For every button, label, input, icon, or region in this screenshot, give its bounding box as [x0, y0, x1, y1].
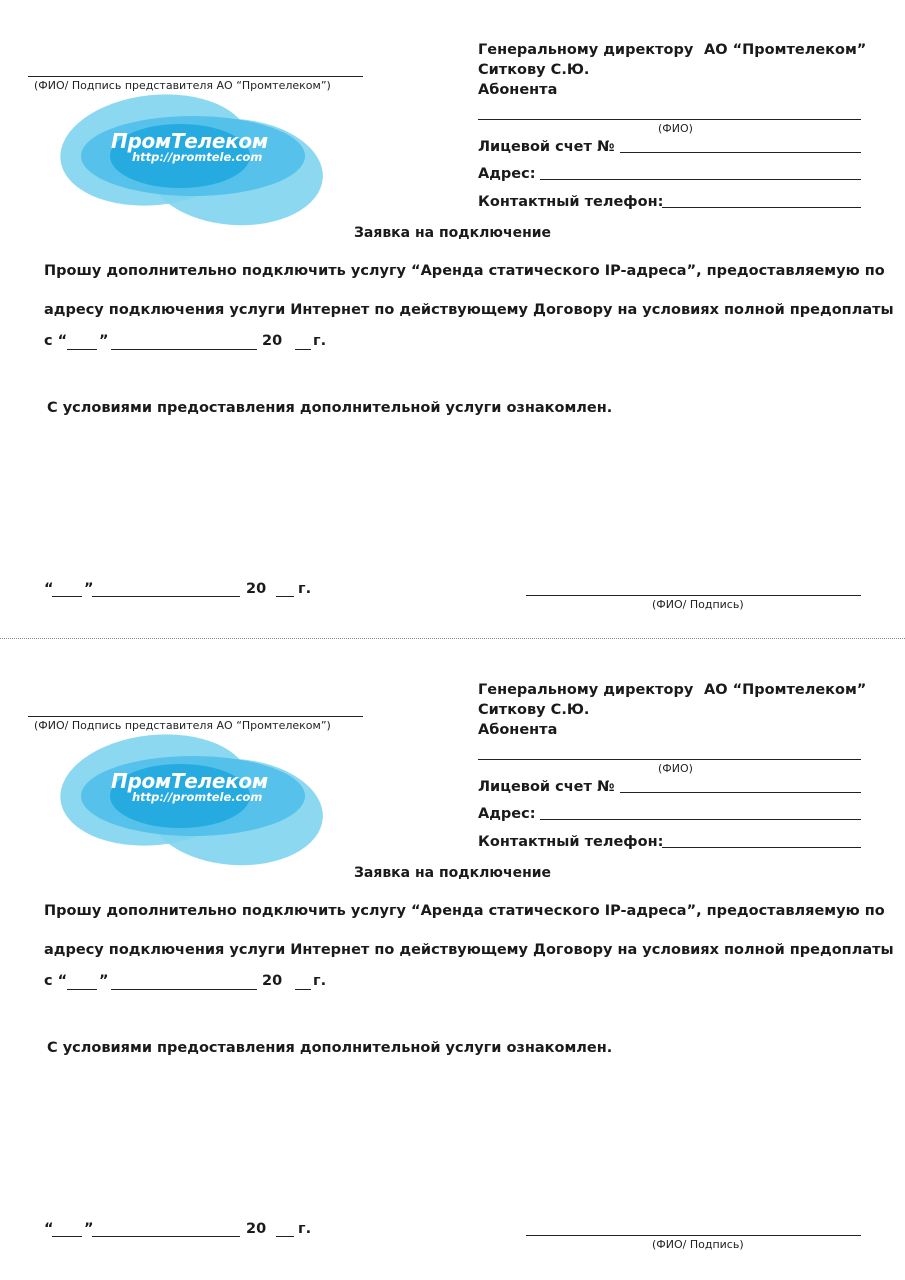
phone-label: Контактный телефон: — [478, 834, 664, 850]
request-year: 20 — [262, 333, 283, 349]
logo-url-text: http://promtele.com — [132, 150, 263, 164]
logo-brand-text: ПромТелеком — [111, 129, 268, 153]
footer-year: 20 — [246, 581, 267, 597]
representative-caption: (ФИО/ Подпись представителя АО “Промтелеком”) — [34, 79, 331, 92]
subscriber-signature-line[interactable] — [526, 1235, 861, 1236]
representative-caption: (ФИО/ Подпись представителя АО “Промтелеком”) — [34, 719, 331, 732]
phone-input-line[interactable] — [662, 847, 861, 848]
footer-year-line[interactable] — [276, 596, 294, 597]
request-day-line[interactable] — [67, 989, 97, 990]
request-year-line[interactable] — [295, 989, 311, 990]
representative-signature-line — [28, 716, 363, 717]
address-input-line[interactable] — [540, 819, 861, 820]
form-title: Заявка на подключение — [353, 225, 552, 241]
footer-day-line[interactable] — [52, 596, 82, 597]
logo-brand-text: ПромТелеком — [111, 769, 268, 793]
acknowledge-text: С условиями предоставления дополнительной услуги ознакомлен. — [47, 400, 613, 416]
account-input-line[interactable] — [620, 792, 861, 793]
addressee-line2: Ситкову С.Ю. — [478, 62, 590, 78]
request-month-line[interactable] — [111, 989, 257, 990]
footer-month-line[interactable] — [92, 596, 240, 597]
footer-day-line[interactable] — [52, 1236, 82, 1237]
request-year-line[interactable] — [295, 349, 311, 350]
addressee-line3: Абонента — [478, 722, 558, 738]
phone-input-line[interactable] — [662, 207, 861, 208]
subscriber-signature-line[interactable] — [526, 595, 861, 596]
request-year-suffix: г. — [313, 973, 327, 989]
request-quote-close: ” — [99, 333, 109, 349]
addressee-line3: Абонента — [478, 82, 558, 98]
request-line1: Прошу дополнительно подключить услугу “Аренда статического IP-адреса”, предоставляемую по — [44, 903, 885, 919]
request-line1: Прошу дополнительно подключить услугу “Аренда статического IP-адреса”, предоставляемую по — [44, 263, 885, 279]
account-label: Лицевой счет № — [478, 779, 615, 795]
request-month-line[interactable] — [111, 349, 257, 350]
footer-quote-close: ” — [84, 581, 94, 597]
footer-quote-open: “ — [44, 581, 54, 597]
signature-caption: (ФИО/ Подпись) — [652, 1238, 744, 1251]
addressee-line2: Ситкову С.Ю. — [478, 702, 590, 718]
request-from-prefix: с “ — [44, 333, 68, 349]
form-title: Заявка на подключение — [353, 865, 552, 881]
logo-url-text: http://promtele.com — [132, 790, 263, 804]
footer-month-line[interactable] — [92, 1236, 240, 1237]
request-from-prefix: с “ — [44, 973, 68, 989]
footer-year-line[interactable] — [276, 1236, 294, 1237]
representative-signature-line — [28, 76, 363, 77]
footer-year-suffix: г. — [298, 581, 312, 597]
signature-caption: (ФИО/ Подпись) — [652, 598, 744, 611]
request-line2: адресу подключения услуги Интернет по действующему Договору на условиях полной предоплаты — [44, 302, 894, 318]
addressee-line1-right: АО “Промтелеком” — [704, 682, 867, 698]
phone-label: Контактный телефон: — [478, 194, 664, 210]
subscriber-fio-line — [478, 119, 861, 120]
request-quote-close: ” — [99, 973, 109, 989]
addressee-line1-left: Генеральному директору — [478, 42, 694, 58]
request-year-suffix: г. — [313, 333, 327, 349]
address-input-line[interactable] — [540, 179, 861, 180]
addressee-line1-left: Генеральному директору — [478, 682, 694, 698]
cut-line — [0, 638, 905, 639]
request-year: 20 — [262, 973, 283, 989]
footer-year: 20 — [246, 1221, 267, 1237]
footer-quote-open: “ — [44, 1221, 54, 1237]
address-label: Адрес: — [478, 806, 536, 822]
footer-quote-close: ” — [84, 1221, 94, 1237]
fio-caption: (ФИО) — [658, 122, 693, 135]
acknowledge-text: С условиями предоставления дополнительной услуги ознакомлен. — [47, 1040, 613, 1056]
footer-year-suffix: г. — [298, 1221, 312, 1237]
request-line2: адресу подключения услуги Интернет по действующему Договору на условиях полной предоплаты — [44, 942, 894, 958]
account-label: Лицевой счет № — [478, 139, 615, 155]
address-label: Адрес: — [478, 166, 536, 182]
addressee-line1-right: АО “Промтелеком” — [704, 42, 867, 58]
account-input-line[interactable] — [620, 152, 861, 153]
fio-caption: (ФИО) — [658, 762, 693, 775]
request-day-line[interactable] — [67, 349, 97, 350]
application-form-bottom — [0, 640, 905, 1280]
subscriber-fio-line — [478, 759, 861, 760]
